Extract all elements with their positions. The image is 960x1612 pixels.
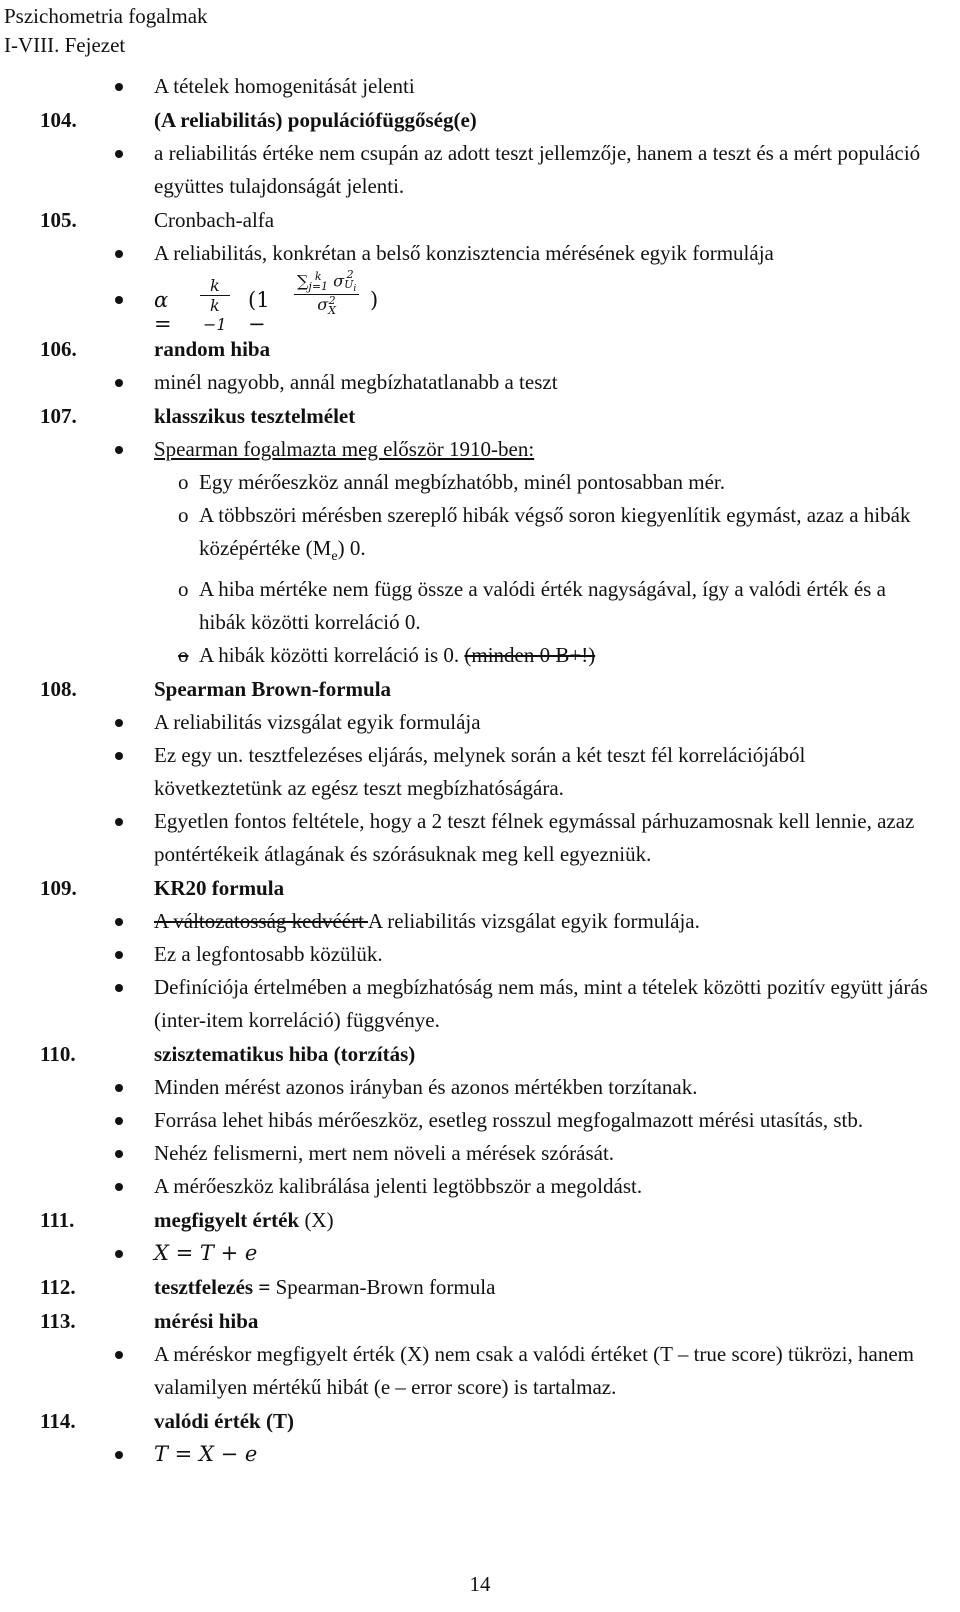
bullet-item-formula: X = T + e [0, 1237, 960, 1270]
section-title: klasszikus tesztelmélet [154, 404, 356, 428]
formula-fraction-k: $\frac{k}{k -1}$ [200, 276, 230, 334]
section-number: 112. [40, 1275, 76, 1300]
bullet-item: Forrása lehet hibás mérőeszköz, esetleg rosszul megfogalmazott mérési utasítás, stb. [0, 1104, 960, 1137]
section-number: 104. [40, 108, 77, 132]
section-number: 106. [40, 337, 77, 361]
section-number: 110. [40, 1042, 76, 1067]
section-title: Cronbach-alfa [154, 208, 275, 232]
section-number: 107. [40, 404, 77, 428]
bullet-item: a reliabilitás értéke nem csupán az adott teszt jellemzője, hanem a teszt és a mért populáció együttes tulajdonságát jelenti. [0, 137, 960, 203]
bullet-item: Definíciója értelmében a megbízhatóság nem más, mint a tételek közötti pozitív együtt járás (inter-item korreláció) függvénye. [0, 971, 960, 1037]
section-111 [0, 1203, 960, 1237]
section-title: Spearman Brown-formula [154, 677, 392, 702]
formula-lhs: α = [154, 288, 172, 336]
formula-open: (1 − [248, 288, 270, 336]
sub-bullet-item: o A többszöri mérésben szereplő hibák végső soron kiegyenlítik egymást, azaz a hibák középértéke $(M_e)$ 0. [178, 503, 911, 565]
sub-bullet-item: o Egy mérőeszköz annál megbízhatóbb, minél pontosabban mér. [178, 470, 726, 494]
section-number: 111. [40, 1208, 75, 1233]
bullet-item: Minden mérést azonos irányban és azonos mértékben torzítanak. [0, 1071, 960, 1104]
section-114 [0, 1404, 960, 1438]
section-number: 114. [40, 1409, 76, 1434]
document-body [0, 70, 960, 1471]
sub-bullet-item: o A hiba mértéke nem függ össze a valódi érték nagyságával, így a valódi érték és a hibák közötti korreláció 0. [178, 577, 886, 635]
bullet-item: minél nagyobb, annál megbízhatatlanabb a teszt [0, 366, 960, 399]
formula-fraction-variance: ∑ k j=1 σ 2 $U_i$ σ 2 X [294, 270, 359, 316]
section-106 [0, 332, 960, 366]
section-title: random hiba [154, 337, 271, 361]
bullet-item: A reliabilitás, konkrétan a belső konzisztencia mérésének egyik formulája [0, 237, 960, 270]
section-107 [0, 399, 960, 433]
bullet-item: A tételek homogenitását jelenti [0, 70, 960, 103]
section-105 [0, 203, 960, 237]
section-title: valódi érték (T) [154, 1409, 294, 1434]
section-title: KR20 formula [154, 876, 285, 901]
cronbach-alpha-formula [0, 268, 960, 336]
section-number: 113. [40, 1309, 76, 1334]
bullet-item: A mérőeszköz kalibrálása jelenti legtöbbször a megoldást. [0, 1170, 960, 1203]
section-number: 109. [40, 876, 77, 901]
section-title: tesztfelezés = Spearman-Brown formula [154, 1275, 496, 1300]
sub-bullet-item-struck: o A hibák közötti korreláció is 0. (minden 0 B+!) [178, 643, 596, 668]
section-number: 108. [40, 677, 77, 702]
header-course-title: Pszichometria fogalmak [4, 4, 208, 28]
section-113 [0, 1304, 960, 1338]
page-number: 14 [469, 1572, 491, 1596]
bullet-item: A változatosság kedvéért A reliabilitás vizsgálat egyik formulája. [0, 905, 960, 938]
page-header [4, 2, 208, 60]
header-chapter-range: I-VIII. Fejezet [4, 33, 126, 57]
section-104 [0, 103, 960, 137]
formula-close: ) [370, 288, 379, 312]
section-title: mérési hiba [154, 1309, 259, 1334]
bullet-item: Ez a legfontosabb közülük. [0, 938, 960, 971]
section-title: megfigyelt érték (X) [154, 1208, 334, 1233]
bullet-item: Spearman fogalmazta meg először 1910-ben: [0, 433, 960, 466]
section-number: 105. [40, 208, 77, 232]
bullet-item-formula: T = X − e [0, 1438, 960, 1471]
section-109 [0, 871, 960, 905]
bullet-item: Nehéz felismerni, mert nem növeli a mérések szórását. [0, 1137, 960, 1170]
bullet-item: Ez egy un. tesztfelezéses eljárás, melynek során a két teszt fél korrelációjából következtetünk az egész teszt megbízhatóságára. [0, 739, 960, 805]
section-title: (A reliabilitás) populációfüggőség(e) [154, 108, 477, 132]
section-title: szisztematikus hiba (torzítás) [154, 1042, 416, 1067]
bullet-item: Egyetlen fontos feltétele, hogy a 2 teszt félnek egymással párhuzamosnak kell lennie, azaz pontértékeik átlagának és szórásuknak meg kell egyezniük. [0, 805, 960, 871]
section-112 [0, 1270, 960, 1304]
bullet-item: A méréskor megfigyelt érték (X) nem csak a valódi értéket (T – true score) tükrözi, hanem valamilyen mértékű hibát (e – error score) is tartalmaz. [0, 1338, 960, 1404]
section-108 [0, 672, 960, 706]
section-110 [0, 1037, 960, 1071]
bullet-item: A reliabilitás vizsgálat egyik formulája [0, 706, 960, 739]
